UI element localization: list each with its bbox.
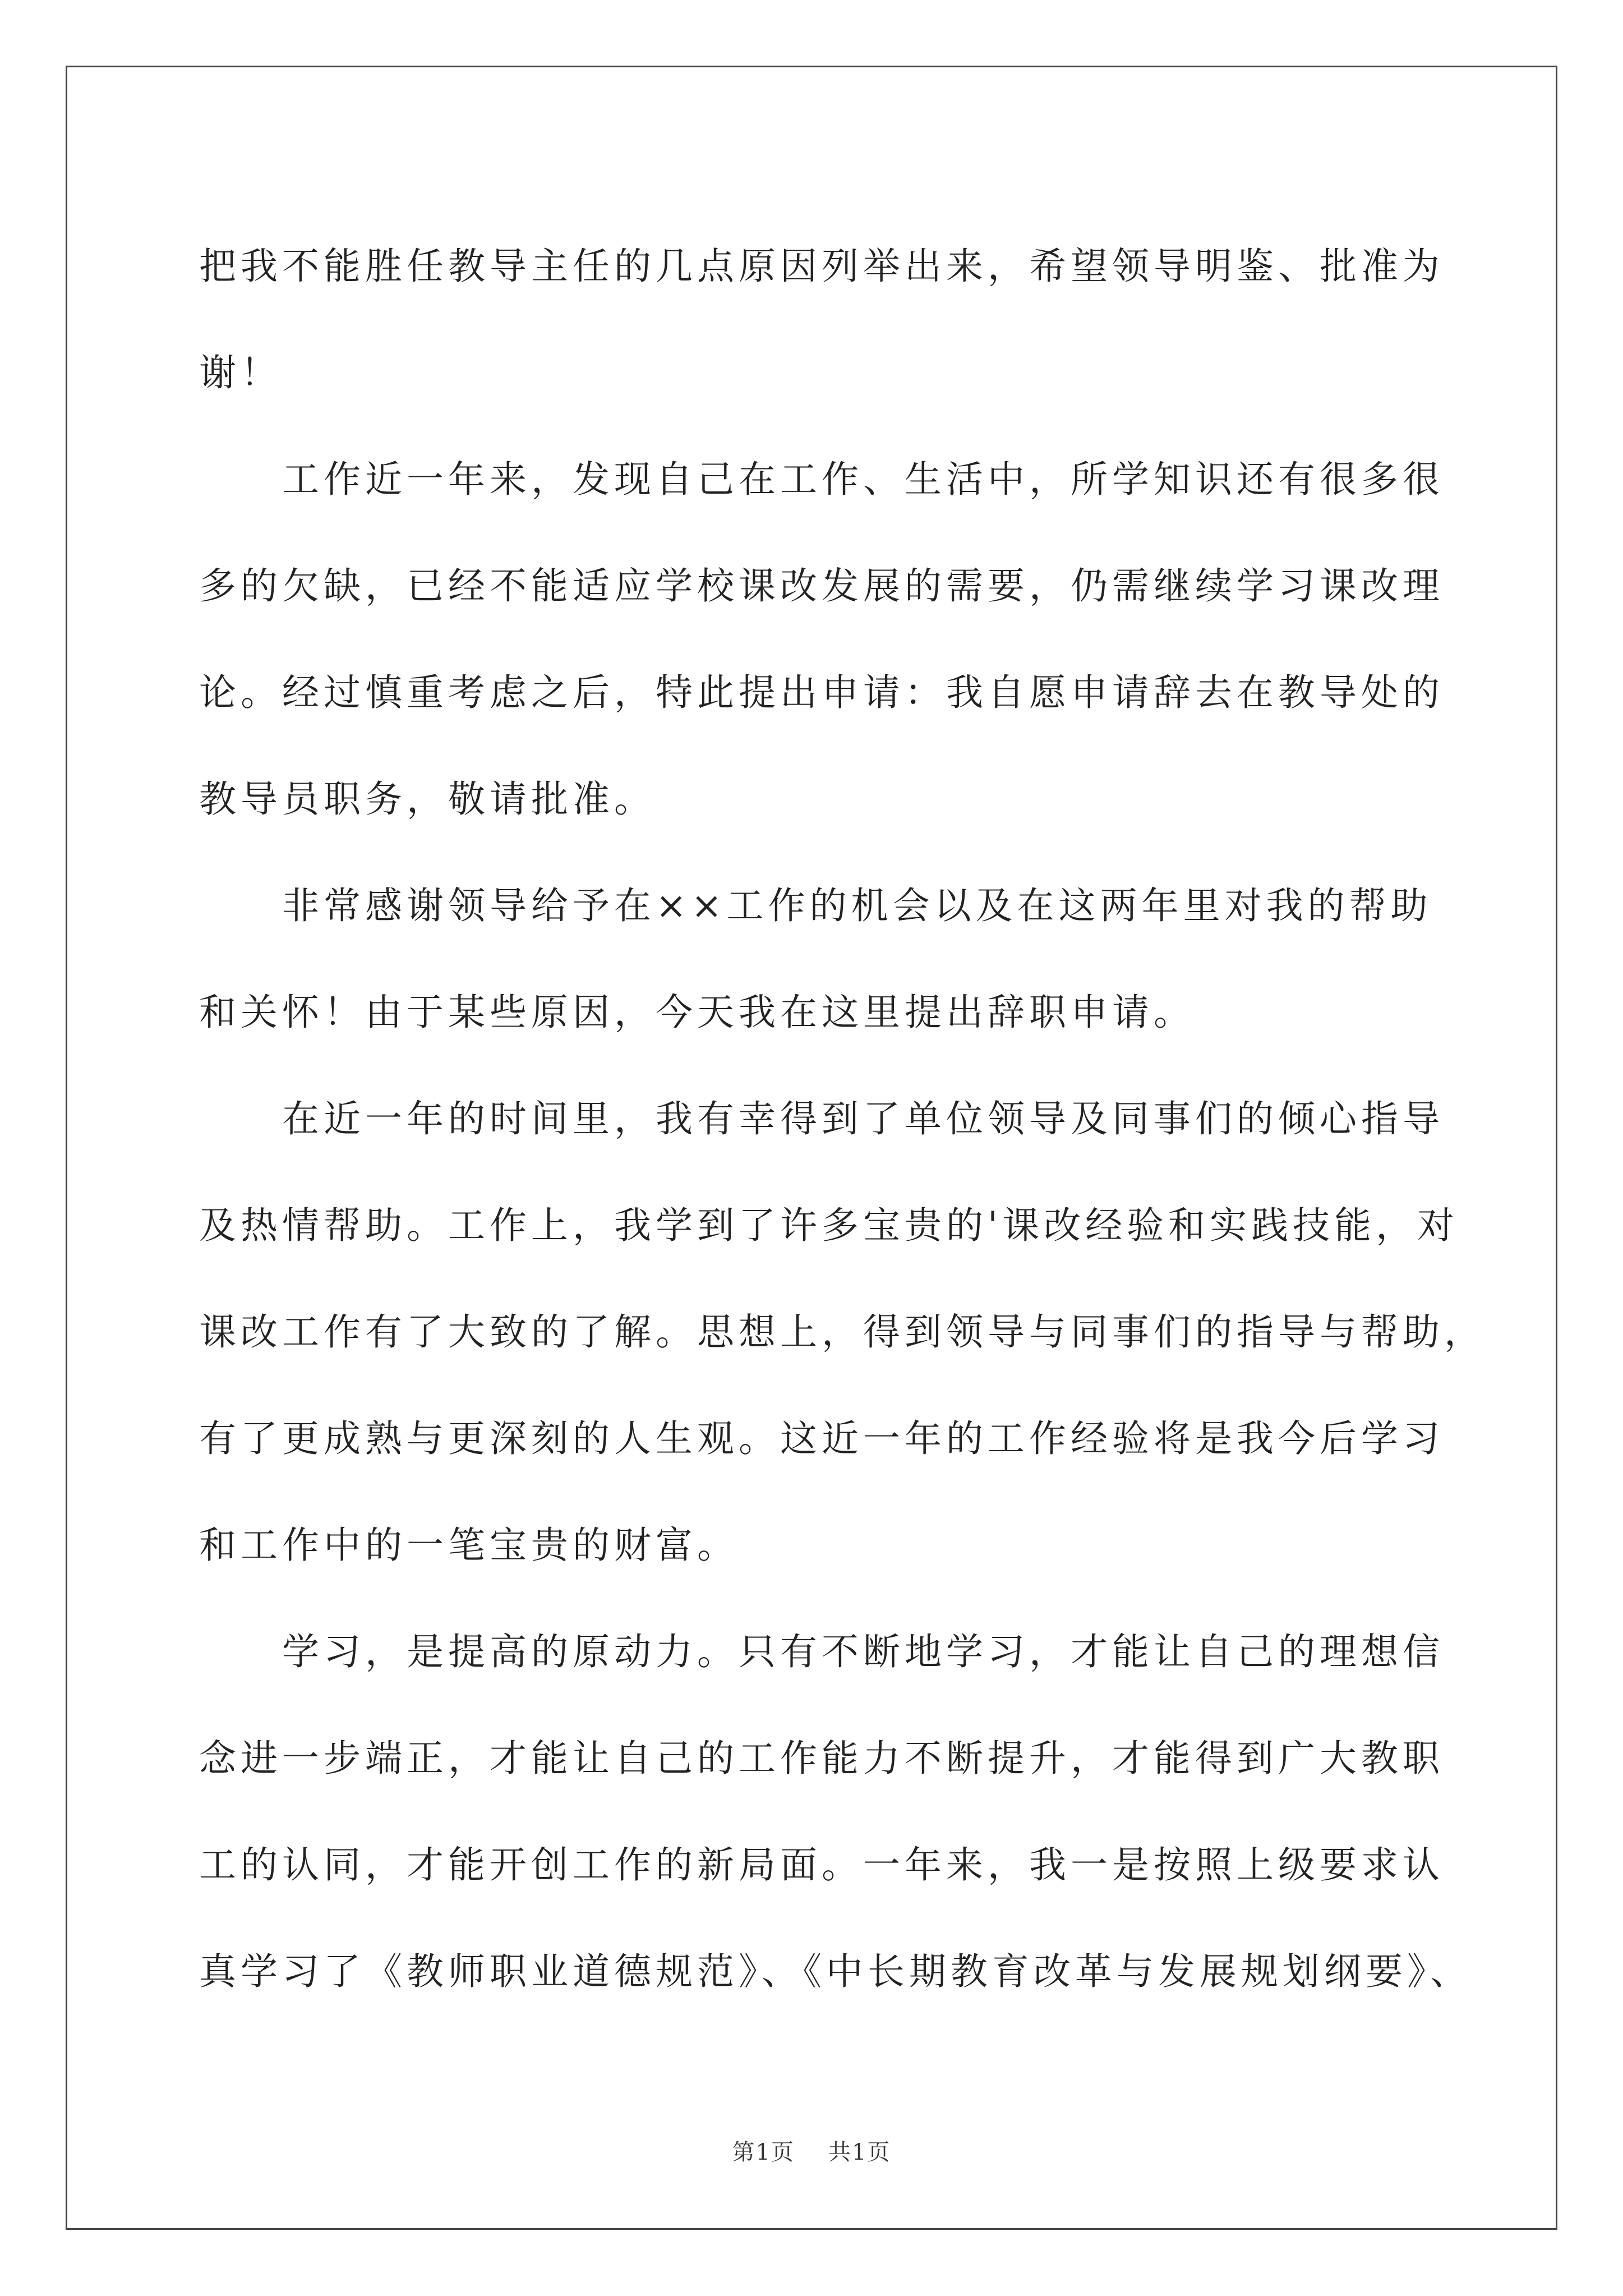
text-line: 真学习了《教师职业道德规范》、《中长期教育改革与发展规划纲要》、 [199,1950,1472,1993]
text-line: 工作近一年来，发现自己在工作、生活中，所学知识还有很多很 [282,458,1444,501]
document-body [199,213,1486,2025]
text-line: 非常感谢领导给予在××工作的机会以及在这两年里对我的帮助 [282,884,1432,927]
text-line: 在近一年的时间里，我有幸得到了单位领导及同事们的倾心指导 [282,1097,1444,1140]
text-line: 有了更成熟与更深刻的人生观。这近一年的工作经验将是我今后学习 [199,1417,1444,1460]
page-footer [0,2134,1623,2166]
text-line: 教导员职务，敬请批准。 [199,777,656,821]
text-line: 念进一步端正，才能让自己的工作能力不断提升，才能得到广大教职 [199,1737,1444,1780]
text-line: 学习，是提高的原动力。只有不断地学习，才能让自己的理想信 [282,1630,1444,1673]
text-line: 谢！ [199,351,282,394]
text-line: 和关怀！由于某些原因，今天我在这里提出辞职申请。 [199,991,1195,1034]
text-line: 及热情帮助。工作上，我学到了许多宝贵的'课改经验和实践技能，对 [199,1204,1459,1247]
text-line: 和工作中的一笔宝贵的财富。 [199,1524,739,1567]
text-line: 工的认同，才能开创工作的新局面。一年来，我一是按照上级要求认 [199,1843,1444,1887]
text-line: 论。经过慎重考虑之后，特此提出申请：我自愿申请辞去在教导处的 [199,671,1444,714]
text-line: 把我不能胜任教导主任的几点原因列举出来，希望领导明鉴、批准为 [199,245,1444,288]
text-line: 多的欠缺，已经不能适应学校课改发展的需要，仍需继续学习课改理 [199,564,1444,608]
page-number: 第1页 [732,2139,795,2165]
text-line: 课改工作有了大致的了解。思想上，得到领导与同事们的指导与帮助， [199,1310,1486,1354]
page-total: 共1页 [828,2139,891,2165]
